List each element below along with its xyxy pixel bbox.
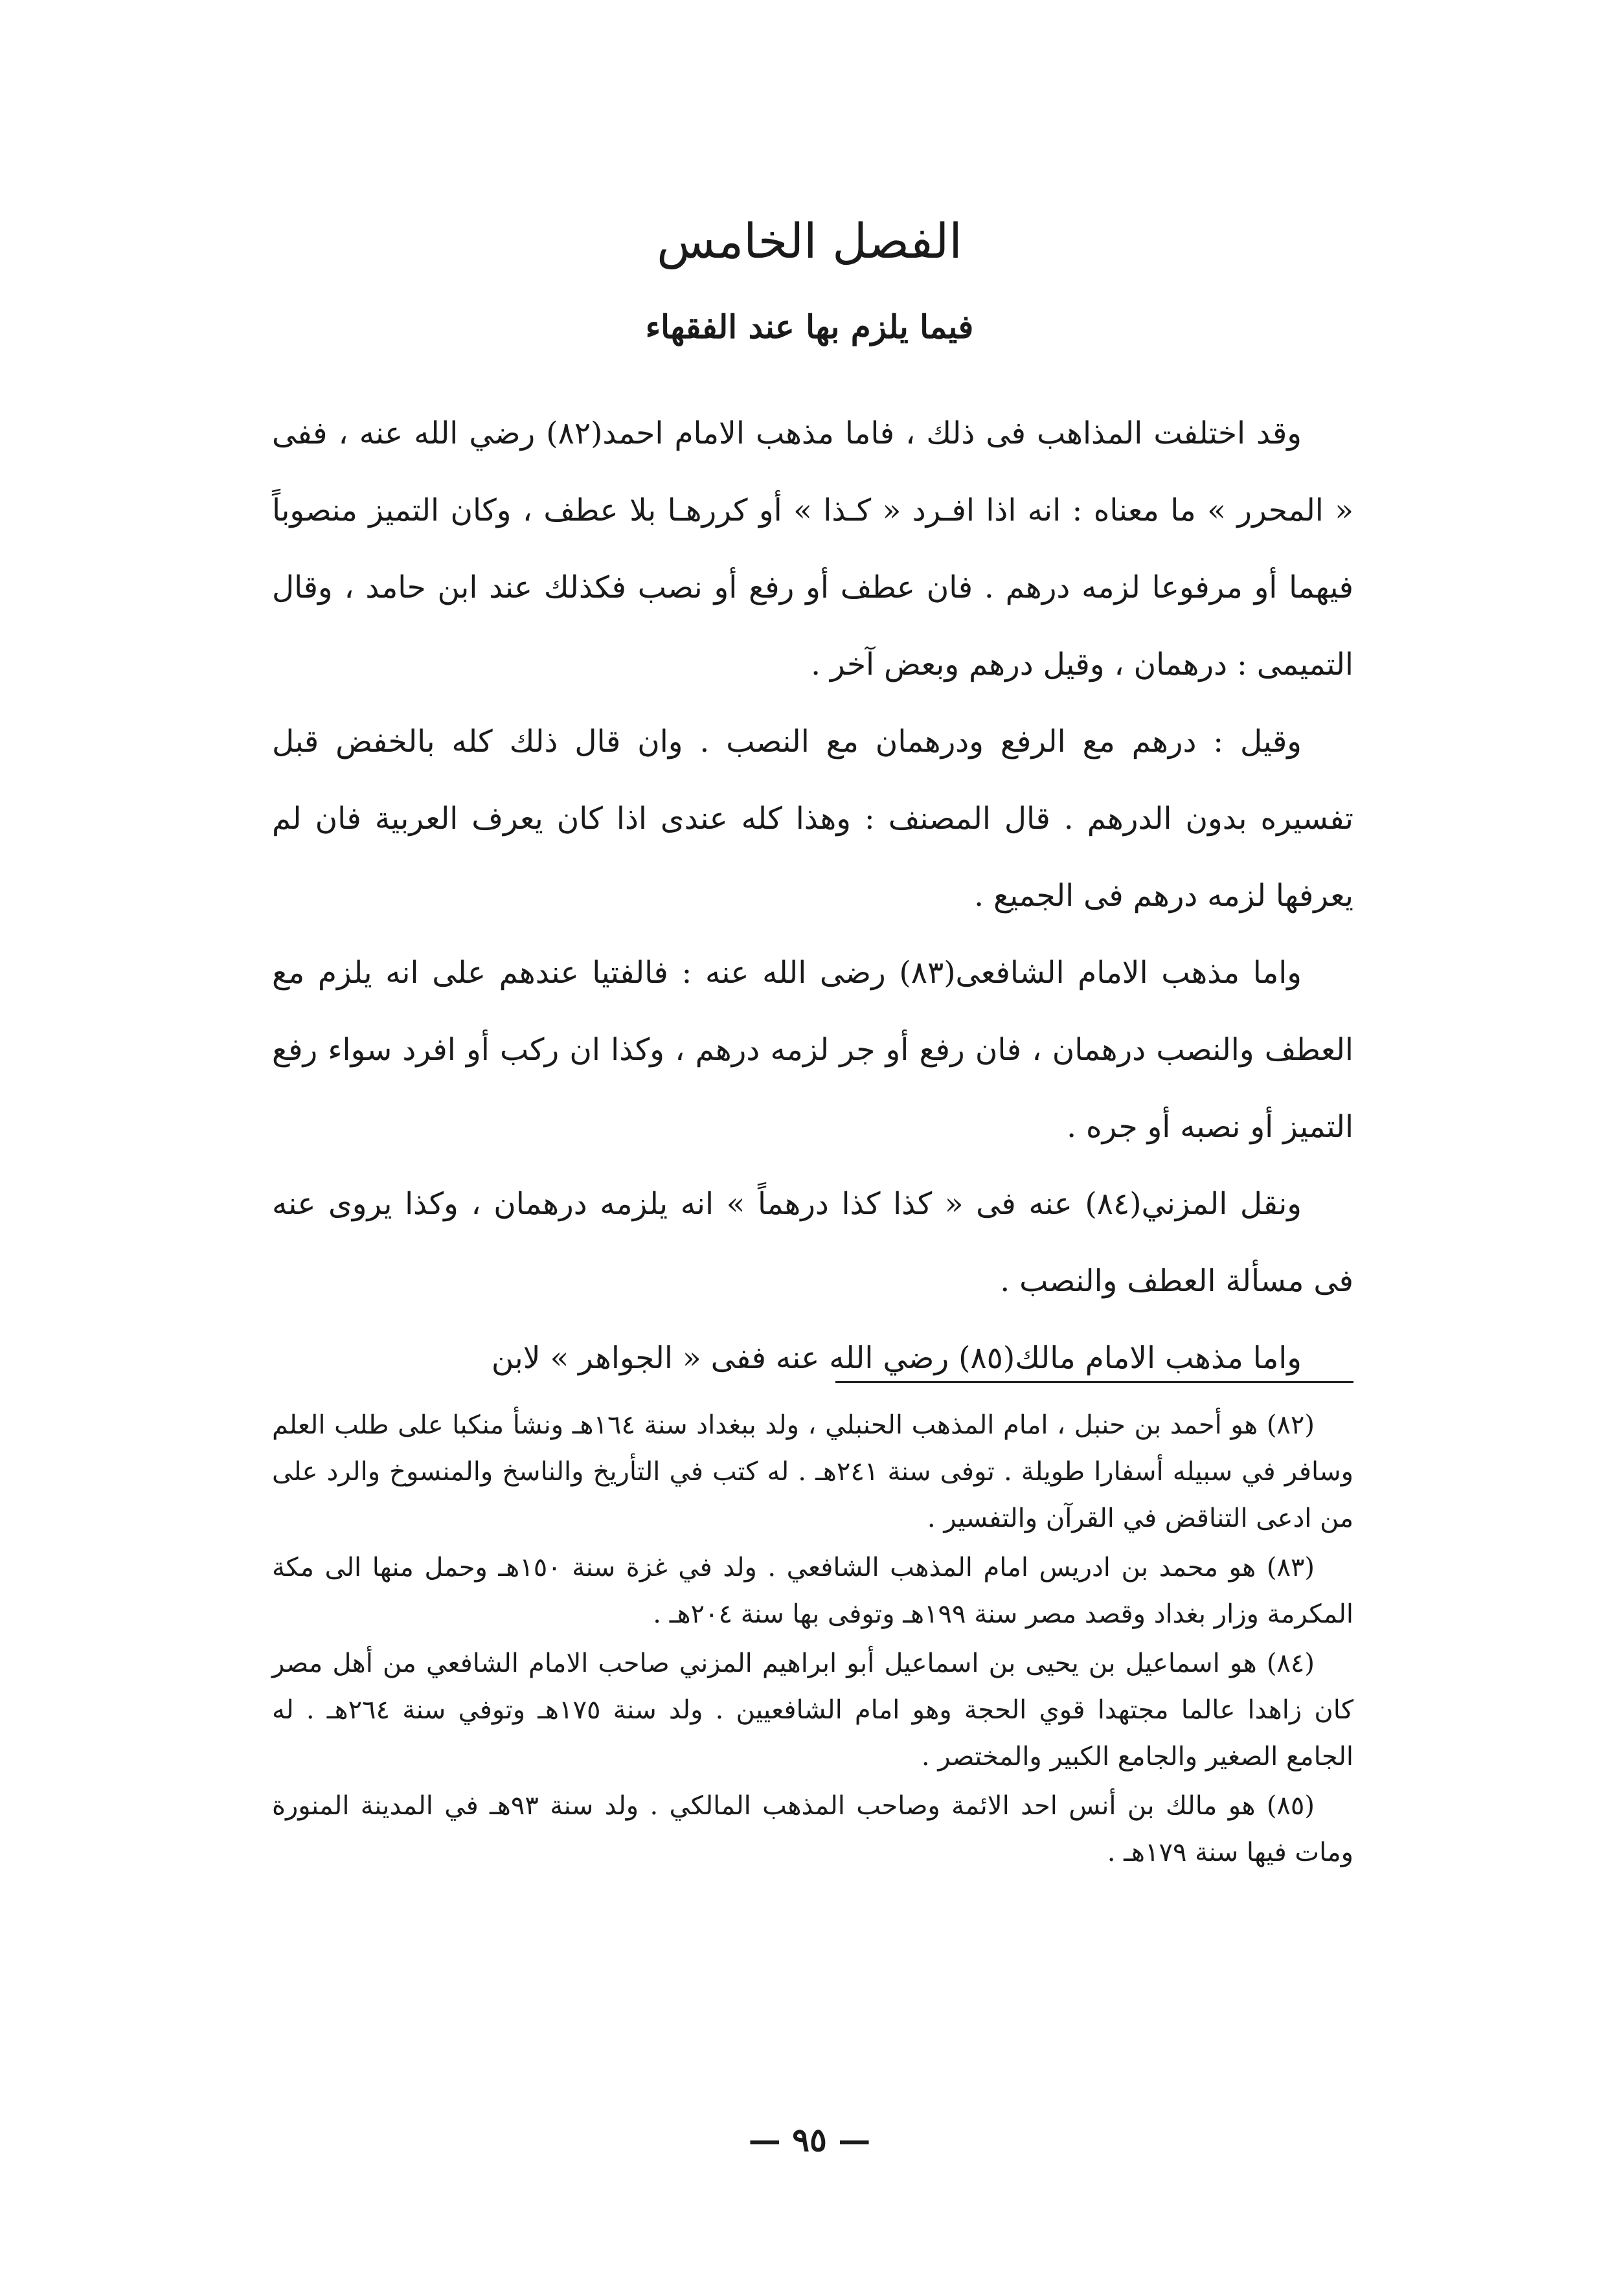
page-number: — ٩٥ —	[748, 2121, 871, 2159]
footnote-85: (٨٥) هو مالك بن أنس احد الائمة وصاحب المذهب المالكي . ولد سنة ٩٣هـ في المدينة المنورة ومات فيها سنة ١٧٩هـ .	[272, 1791, 1353, 1867]
chapter-title: الفصل الخامس	[657, 214, 962, 269]
footnote-83: (٨٣) هو محمد بن ادريس امام المذهب الشافعي . ولد في غزة سنة ١٥٠هـ وحمل منها الى مكة المكرمة وزار بغداد وقصد مصر سنة ١٩٩هـ وتوفى بها سنة ٢٠٤هـ .	[272, 1553, 1353, 1629]
paragraph: واما مذهب الامام الشافعى(٨٣) رضى الله عنه : فالفتيا عندهم على انه يلزم مع العطف والنصب درهمان ، فان رفع أو جر لزمه درهم ، وكذا ان ركب أو افرد سواء رفع التميز أو نصبه أو جره .	[272, 955, 1353, 1145]
footnote-84: (٨٤) هو اسماعيل بن يحيى بن اسماعيل أبو ابراهيم المزني صاحب الامام الشافعي من أهل مصر كان زاهدا عالما مجتهدا قوي الحجة وهو امام الشافعيين . ولد سنة ١٧٥هـ وتوفي سنة ٢٦٤هـ . له الجامع الصغير والجامع الكبير والمختصر .	[272, 1649, 1353, 1772]
paragraph: وقيل : درهم مع الرفع ودرهمان مع النصب . وان قال ذلك كله بالخفض قبل تفسيره بدون الدرهم . قال المصنف : وهذا كله عندى اذا كان يعرف العربية فان لم يعرفها لزمه درهم فى الجميع .	[272, 724, 1353, 914]
chapter-subtitle: فيما يلزم بها عند الفقهاء	[645, 308, 974, 346]
footnote-divider	[835, 1381, 1353, 1383]
paragraph: وقد اختلفت المذاهب فى ذلك ، فاما مذهب الامام احمد(٨٢) رضي الله عنه ، ففى « المحرر » ما معناه : انه اذا افـرد « كـذا » أو كررهـا بلا عطف ، وكان التميز منصوباً فيهما أو مرفوعا لزمه درهم . فان عطف أو رفع أو نصب فكذلك عند ابن حامد ، وقال التميمى : درهمان ، وقيل درهم وبعض آخر .	[272, 416, 1353, 682]
paragraph: واما مذهب الامام مالك(٨٥) رضي الله عنه ففى « الجواهر » لابن	[491, 1340, 1302, 1376]
footnote-82: (٨٢) هو أحمد بن حنبل ، امام المذهب الحنبلي ، ولد ببغداد سنة ١٦٤هـ ونشأ منكبا على طلب العلم وسافر في سبيله أسفارا طويلة . توفى سنة ٢٤١هـ . له كتب في التأريخ والناسخ والمنسوخ والرد على من ادعى التناقض في القرآن والتفسير .	[272, 1410, 1353, 1533]
footnotes	[272, 1402, 1353, 1878]
paragraph: ونقل المزني(٨٤) عنه فى « كذا كذا درهماً » انه يلزمه درهمان ، وكذا يروى عنه فى مسألة العطف والنصب .	[272, 1186, 1353, 1299]
main-text	[272, 395, 1353, 1397]
